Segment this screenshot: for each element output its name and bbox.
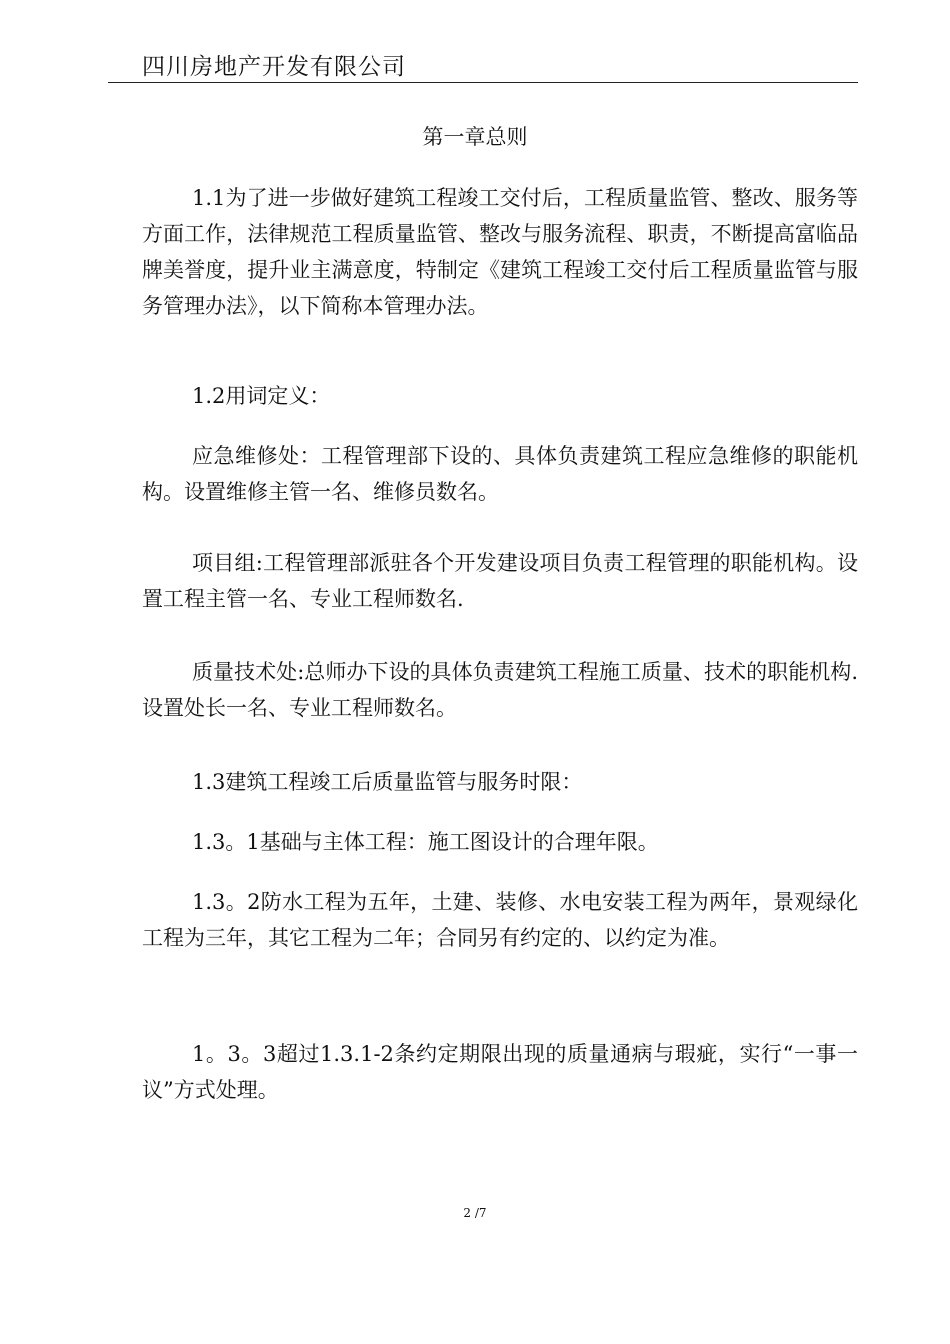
paragraph-1-3-1: 1.3。1基础与主体工程：施工图设计的合理年限。 xyxy=(192,830,659,854)
paragraph-1-3-2: 1.3。2防水工程为五年，土建、装修、水电安装工程为两年，景观绿化工程为三年，其它工程为二年；合同另有约定的、以约定为准。 xyxy=(142,890,858,950)
page-number: 2 /7 xyxy=(463,1206,487,1220)
paragraph-quality-tech: 质量技术处:总师办下设的具体负责建筑工程施工质量、技术的职能机构.设置处长一名、专业工程师数名。 xyxy=(142,660,858,720)
chapter-title: 第一章总则 xyxy=(422,125,528,149)
paragraph-emergency-repair: 应急维修处：工程管理部下设的、具体负责建筑工程应急维修的职能机构。设置维修主管一名、维修员数名。 xyxy=(142,444,858,504)
paragraph-1-1: 1.1为了进一步做好建筑工程竣工交付后，工程质量监管、整改、服务等方面工作，法律规范工程质量监管、整改与服务流程、职责，不断提高富临品牌美誉度，提升业主满意度，特制定《建筑工程竣工交付后工程质量监管与服务管理办法》，以下简称本管理办法。 xyxy=(142,186,858,318)
company-name: 四川房地产开发有限公司 xyxy=(142,54,406,80)
header-divider xyxy=(108,82,858,83)
paragraph-1-3-3: 1。3。3超过1.3.1-2条约定期限出现的质量通病与瑕疵，实行“一事一议”方式处理。 xyxy=(142,1042,858,1102)
paragraph-1-3: 1.3建筑工程竣工后质量监管与服务时限： xyxy=(192,770,583,794)
paragraph-project-group: 项目组:工程管理部派驻各个开发建设项目负责工程管理的职能机构。设置工程主管一名、专业工程师数名. xyxy=(142,551,858,611)
paragraph-1-2: 1.2用词定义： xyxy=(192,384,331,408)
